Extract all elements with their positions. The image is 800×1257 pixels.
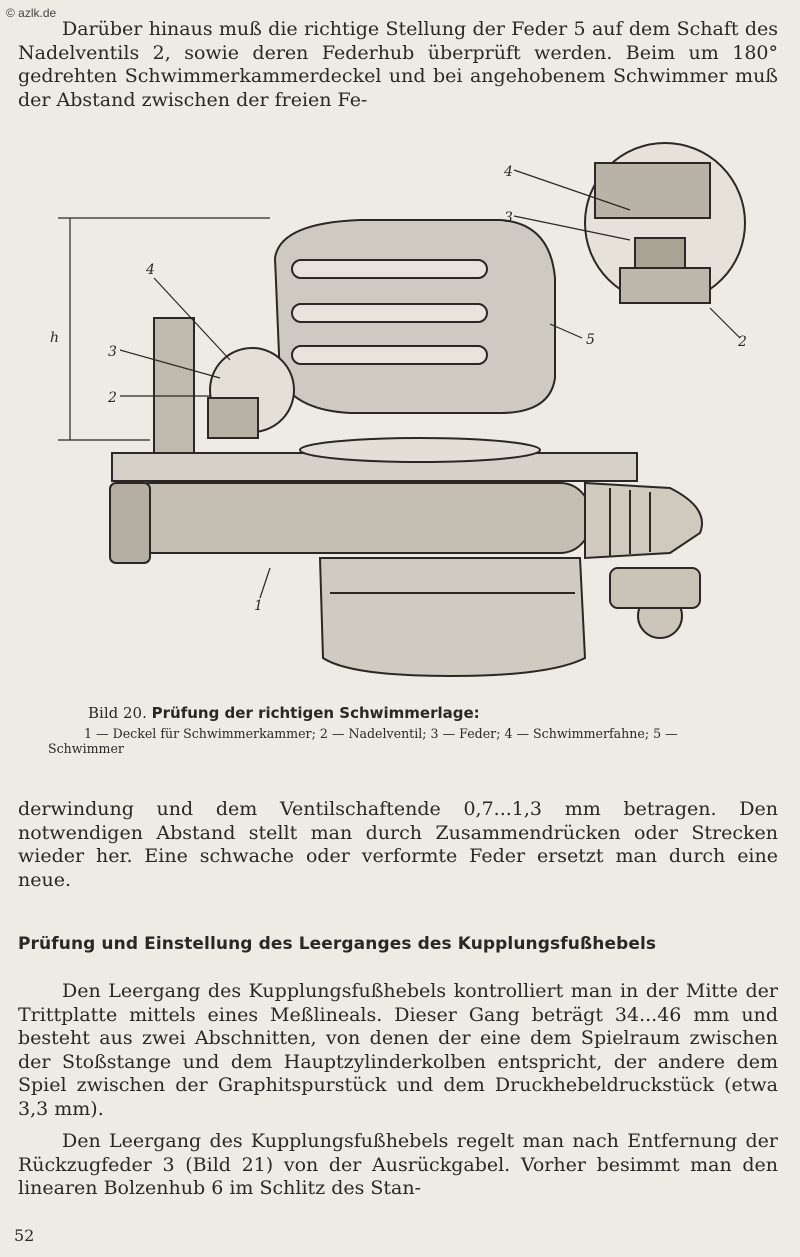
paragraph-spring-distance: derwindung und dem Ventilschaftende 0,7...1,3 mm betragen. Den notwendigen Abstand stellt man durch Zusammendrücken oder Strecken wieder her. Eine schwache oder verformte Feder ersetzt man durch eine neue. [18, 798, 778, 891]
figure-caption [88, 704, 480, 722]
figure-legend: 1 — Deckel für Schwimmerkammer; 2 — Nadelventil; 3 — Feder; 4 — Schwimmerfahne; 5 — Schwimmer [48, 726, 678, 756]
label-4: 4 [146, 262, 155, 278]
label-3: 3 [108, 344, 117, 360]
watermark: © azlk.de [6, 6, 57, 20]
float-chamber-illustration [30, 128, 770, 708]
paragraph-pedal-play: Den Leergang des Kupplungsfußhebels kontrolliert man in der Mitte der Trittplatte mittels eines Meßlineals. Dieser Gang beträgt 34...46 mm und besteht aus zwei Abschnitten, von denen der eine dem Spielraum zwischen der Stoßstange und dem Hauptzylinderkolben entspricht, der andere dem Spiel zwischen der Graphitspurstück und dem Druckhebeldruckstück (etwa 3,3 mm). [18, 980, 778, 1120]
page-number: 52 [14, 1226, 35, 1245]
caption-prefix: Bild 20. [88, 704, 147, 722]
detail-label-3: 3 [504, 210, 513, 226]
label-h: h [50, 330, 60, 346]
caption-title: Prüfung der richtigen Schwimmerlage: [151, 704, 480, 722]
label-5: 5 [586, 332, 595, 348]
figure-float-check [30, 128, 770, 708]
detail-label-4: 4 [504, 164, 513, 180]
section-heading: Prüfung und Einstellung des Leerganges des Kupplungsfußhebels [18, 934, 657, 954]
label-2: 2 [108, 390, 117, 406]
label-1: 1 [254, 598, 263, 614]
paragraph-spring-position: Darüber hinaus muß die richtige Stellung der Feder 5 auf dem Schaft des Nadelventils 2, sowie deren Federhub überprüft werden. Beim um 180° gedrehten Schwimmerkammerdeckel und bei angehobenem Schwimmer muß der Abstand zwischen der freien Fe- [18, 18, 778, 111]
paragraph-pedal-adjust: Den Leergang des Kupplungsfußhebels regelt man nach Entfernung der Rückzugfeder 3 (Bild 21) von der Ausrückgabel. Vorher besimmt man den linearen Bolzenhub 6 im Schlitz des Stan- [18, 1130, 778, 1200]
detail-label-2: 2 [738, 334, 747, 350]
